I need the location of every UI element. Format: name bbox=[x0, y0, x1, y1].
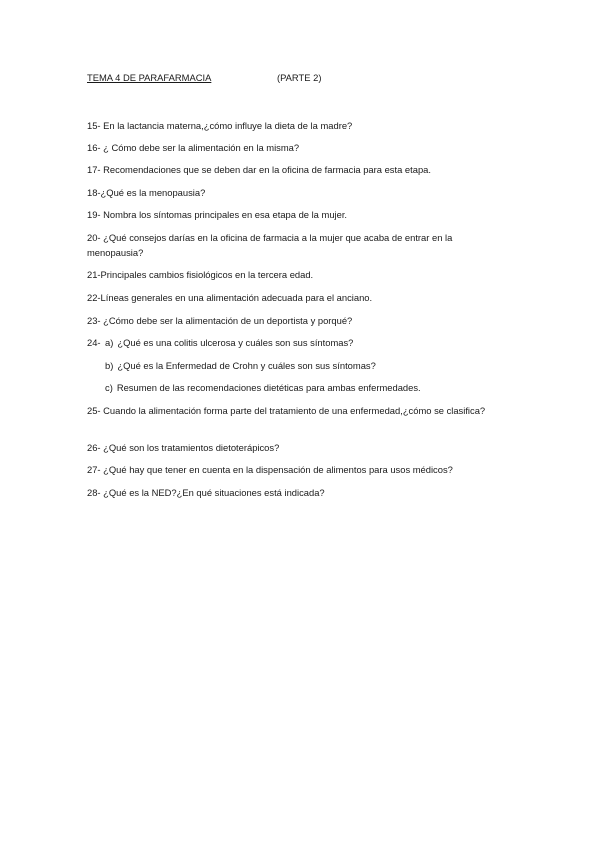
question-26: 26- ¿Qué son los tratamientos dietoterápicos? bbox=[87, 442, 280, 453]
document-header bbox=[87, 72, 547, 86]
question-17: 17- Recomendaciones que se deben dar en la oficina de farmacia para esta etapa. bbox=[87, 164, 431, 175]
question-28: 28- ¿Qué es la NED?¿En qué situaciones está indicada? bbox=[87, 487, 325, 498]
document-part-label: (PARTE 2) bbox=[277, 72, 322, 83]
question-21: 21-Principales cambios fisiológicos en la tercera edad. bbox=[87, 269, 314, 280]
question-27: 27- ¿Qué hay que tener en cuenta en la dispensación de alimentos para usos médicos? bbox=[87, 464, 453, 475]
question-24c-text: Resumen de las recomendaciones dietéticas para ambas enfermedades. bbox=[116, 382, 421, 393]
question-24a-label: a) bbox=[105, 337, 114, 348]
question-25: 25- Cuando la alimentación forma parte del tratamiento de una enfermedad,¿cómo se clasifica? bbox=[87, 405, 486, 416]
question-24a bbox=[105, 335, 353, 350]
question-24c-label: c) bbox=[105, 382, 113, 393]
question-24b bbox=[105, 358, 376, 373]
question-15: 15- En la lactancia materna,¿cómo influye la dieta de la madre? bbox=[87, 120, 353, 131]
question-18: 18-¿Qué es la menopausia? bbox=[87, 187, 206, 198]
question-24c bbox=[105, 380, 421, 395]
question-19: 19- Nombra los síntomas principales en esa etapa de la mujer. bbox=[87, 209, 348, 220]
question-23: 23- ¿Cómo debe ser la alimentación de un deportista y porqué? bbox=[87, 315, 353, 326]
question-16: 16- ¿ Cómo debe ser la alimentación en la misma? bbox=[87, 142, 300, 153]
document-title: TEMA 4 DE PARAFARMACIA bbox=[87, 72, 212, 83]
question-20: 20- ¿Qué consejos darías en la oficina de farmacia a la mujer que acaba de entrar en la menopausia? bbox=[87, 232, 453, 258]
question-24a-text: ¿Qué es una colitis ulcerosa y cuáles son sus síntomas? bbox=[117, 337, 354, 348]
question-24b-text: ¿Qué es la Enfermedad de Crohn y cuáles son sus síntomas? bbox=[117, 360, 376, 371]
question-24-number: 24- bbox=[87, 337, 101, 348]
question-24b-label: b) bbox=[105, 360, 114, 371]
question-22: 22-Líneas generales en una alimentación adecuada para el anciano. bbox=[87, 292, 373, 303]
